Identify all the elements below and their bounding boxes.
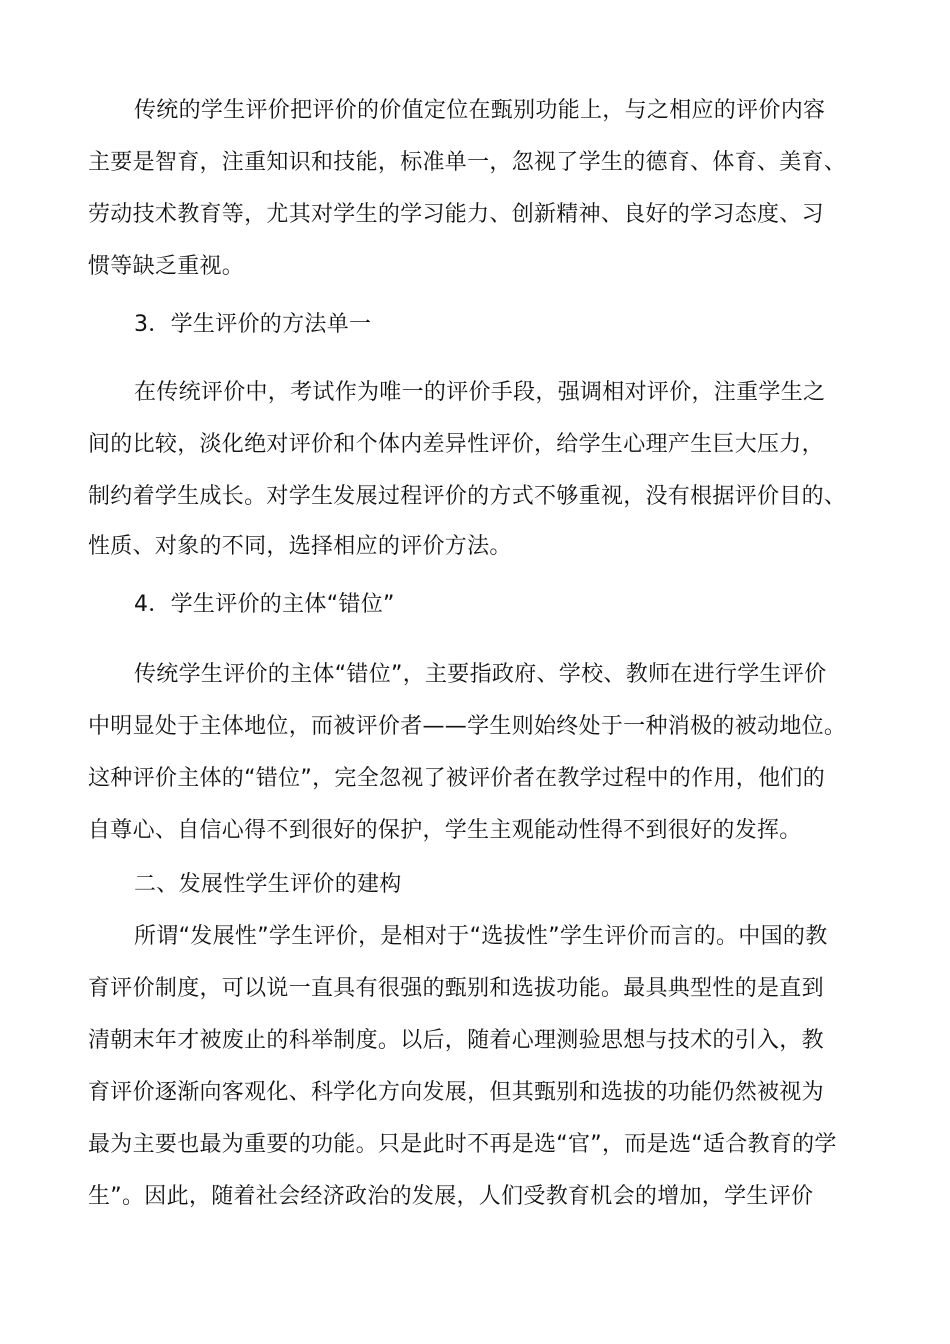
text-line: 间的比较，淡化绝对评价和个体内差异性评价，给学生心理产生巨大压力， [88,432,824,457]
text-line: 在传统评价中，考试作为唯一的评价手段，强调相对评价，注重学生之 [134,380,826,405]
text-line: 育评价制度，可以说一直具有很强的甄别和选拔功能。最具典型性的是直到 [88,976,824,1001]
text-line: 育评价逐渐向客观化、科学化方向发展，但其甄别和选拔的功能仍然被视为 [88,1080,824,1105]
text-line: 自尊心、自信心得不到很好的保护，学生主观能动性得不到很好的发挥。 [88,818,802,843]
text-line: 最为主要也最为重要的功能。只是此时不再是选“官”，而是选“适合教育的学 [88,1132,837,1157]
text-line: 制约着学生成长。对学生发展过程评价的方式不够重视，没有根据评价目的、 [88,484,847,509]
text-line: 性质、对象的不同，选择相应的评价方法。 [88,534,512,559]
section-heading-3: 3．学生评价的方法单一 [134,312,372,337]
text-line: 这种评价主体的“错位”，完全忽视了被评价者在教学过程中的作用，他们的 [88,766,825,791]
text-line: 清朝末年才被废止的科举制度。以后，随着心理测验思想与技术的引入，教 [88,1028,824,1053]
text-line: 惯等缺乏重视。 [88,254,245,279]
text-line: 所谓“发展性”学生评价，是相对于“选拔性”学生评价而言的。中国的教 [134,924,828,949]
text-line: 劳动技术教育等，尤其对学生的学习能力、创新精神、良好的学习态度、习 [88,202,824,227]
text-line: 传统学生评价的主体“错位”，主要指政府、学校、教师在进行学生评价 [134,662,827,687]
text-line: 主要是智育，注重知识和技能，标准单一，忽视了学生的德育、体育、美育、 [88,150,847,175]
section-heading-2: 二、发展性学生评价的建构 [134,872,402,897]
section-heading-4: 4．学生评价的主体“错位” [134,592,395,617]
text-line: 中明显处于主体地位，而被评价者——学生则始终处于一种消极的被动地位。 [88,714,847,739]
text-line: 传统的学生评价把评价的价值定位在甄别功能上，与之相应的评价内容 [134,98,826,123]
text-line: 生”。因此，随着社会经济政治的发展，人们受教育机会的增加，学生评价 [88,1184,814,1209]
